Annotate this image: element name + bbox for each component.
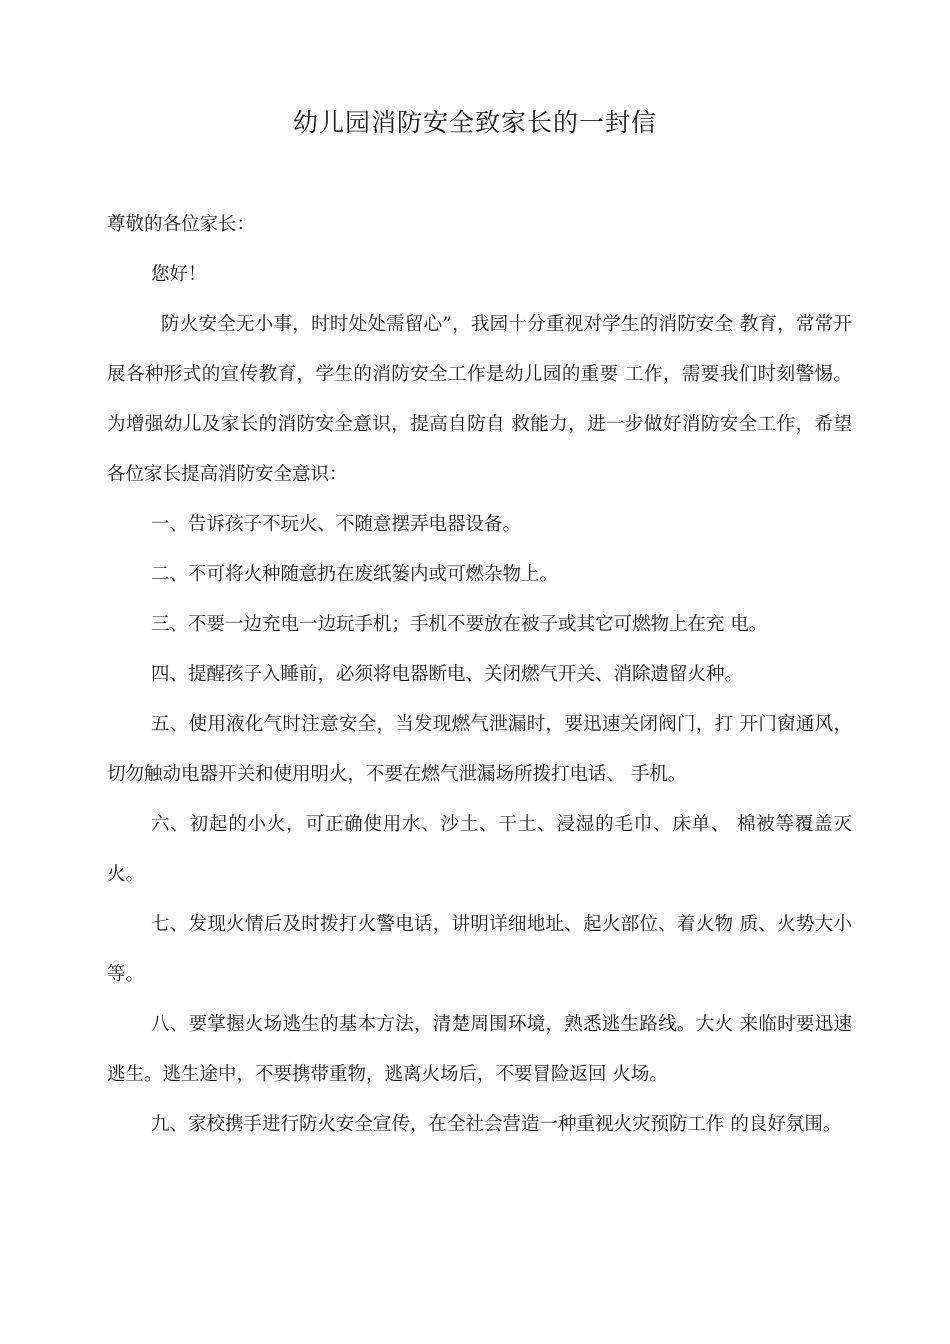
greeting: 您好！: [151, 264, 207, 285]
list-item: 七、发现火情后及时拨打火警电话，讲明详细地址、起火部位、着火物 质、火势大小等。: [107, 914, 852, 985]
intro-paragraph: 防火安全无小事，时时处处需留心”，我园十分重视对学生的消防安全 教育，常常开展各种形式的宣传教育，学生的消防安全工作是幼儿园的重要 工作，需要我们时刻警惕。为增强幼儿及家长的消防安全意识，提高自防自 救能力，进一步做好消防安全工作，希望各位家长提高消防安全意识：: [107, 314, 852, 485]
list-item: 八、要掌握火场逃生的基本方法，清楚周围环境，熟悉逃生路线。大火 来临时要迅速逃生。逃生途中，不要携带重物，逃离火场后，不要冒险返回 火场。: [107, 1014, 852, 1085]
salutation: 尊敬的各位家长：: [107, 214, 256, 235]
document-title: 幼儿园消防安全致家长的一封信: [292, 108, 657, 137]
list-item: 六、初起的小火，可正确使用水、沙土、干土、浸湿的毛巾、床单、 棉被等覆盖灭火。: [107, 814, 852, 885]
letter-body: [107, 200, 852, 1150]
list-item: 三、不要一边充电一边玩手机；手机不要放在被子或其它可燃物上在充 电。: [151, 614, 768, 635]
list-item: 一、告诉孩子不玩火、不随意摆弄电器设备。: [151, 514, 522, 535]
list-item: 五、使用液化气时注意安全，当发现燃气泄漏时，要迅速关闭阀门，打 开门窗通风，切勿触动电器开关和使用明火，不要在燃气泄漏场所拨打电话、 手机。: [107, 714, 852, 785]
list-item: 四、提醒孩子入睡前，必须将电器断电、关闭燃气开关、消除遗留火种。: [151, 664, 744, 685]
list-item: 二、不可将火种随意扔在废纸篓内或可燃杂物上。: [151, 564, 559, 585]
list-item: 九、家校携手进行防火安全宣传，在全社会营造一种重视火灾预防工作 的良好氛围。: [151, 1114, 842, 1135]
